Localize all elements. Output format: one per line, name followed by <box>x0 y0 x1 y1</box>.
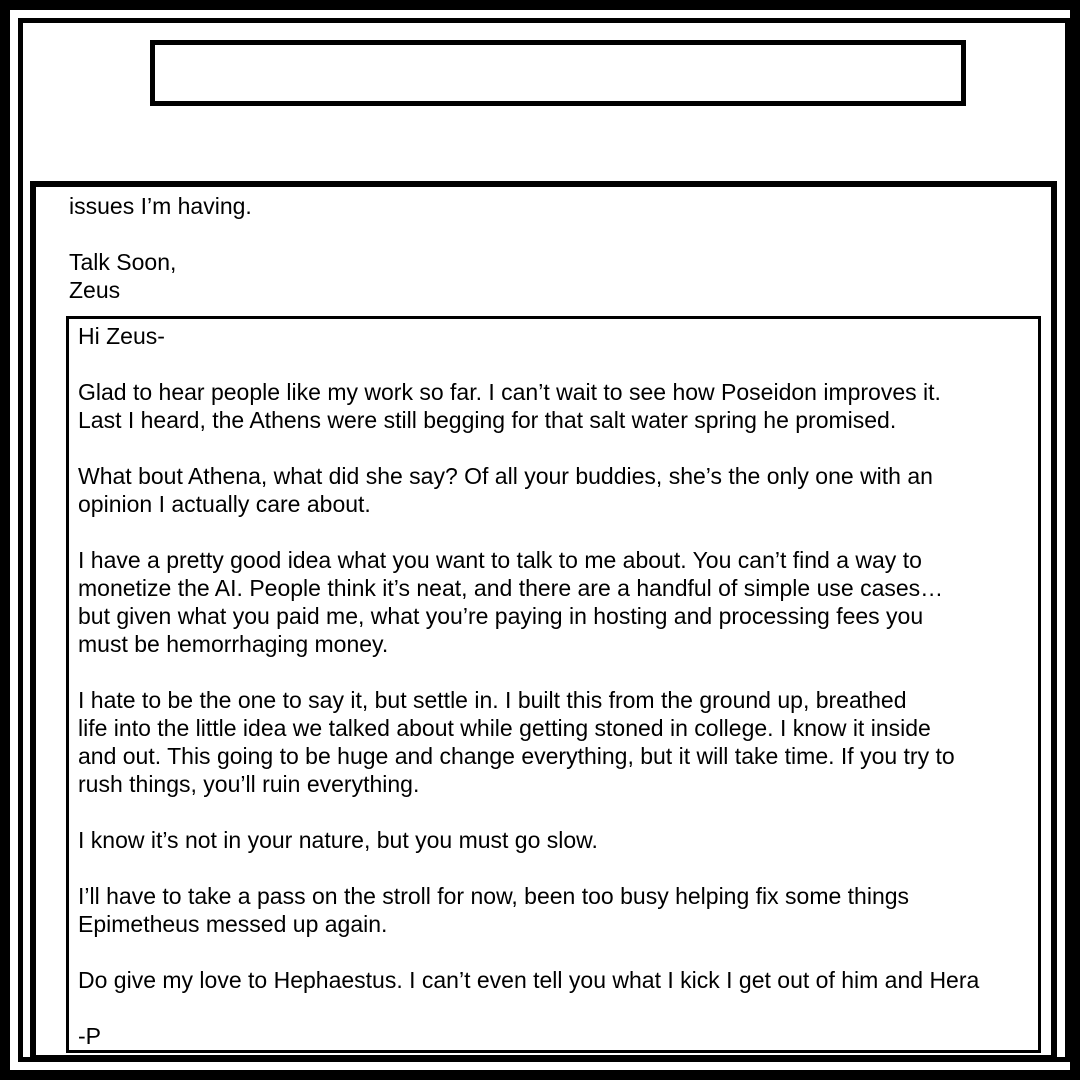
reply-line: I hate to be the one to say it, but settle in. I built this from the ground up, breathed <box>78 687 907 713</box>
reply-line: opinion I actually care about. <box>78 491 371 517</box>
reply-line: must be hemorrhaging money. <box>78 631 389 657</box>
reply-message-body <box>78 322 1041 1050</box>
reply-line: life into the little idea we talked about while getting stoned in college. I know it inside <box>78 715 931 741</box>
title-bar[interactable] <box>150 40 966 106</box>
reply-line <box>78 854 1041 882</box>
reply-line <box>78 658 1041 686</box>
reply-message-box[interactable] <box>66 316 1041 1053</box>
reply-line: monetize the AI. People think it’s neat, and there are a handful of simple use cases… <box>78 575 944 601</box>
previous-message-line: issues I’m having. <box>69 193 252 219</box>
reply-line: What bout Athena, what did she say? Of all your buddies, she’s the only one with an <box>78 463 933 489</box>
reply-line: I’ll have to take a pass on the stroll for now, been too busy helping fix some things <box>78 883 910 909</box>
reply-line <box>78 350 1041 378</box>
reply-line: rush things, you’ll ruin everything. <box>78 771 420 797</box>
reply-line <box>78 518 1041 546</box>
reply-line: Hi Zeus- <box>78 323 165 349</box>
reply-line: Glad to hear people like my work so far. I can’t wait to see how Poseidon improves it. <box>78 379 941 405</box>
reply-line <box>78 938 1041 966</box>
previous-message <box>69 192 1029 304</box>
reply-line: and out. This going to be huge and change everything, but it will take time. If you try to <box>78 743 955 769</box>
reply-line: Last I heard, the Athens were still begging for that salt water spring he promised. <box>78 407 897 433</box>
reply-line <box>78 994 1041 1022</box>
reply-line: Do give my love to Hephaestus. I can’t even tell you what I kick I get out of him and Hera <box>78 967 980 993</box>
reply-line: I know it’s not in your nature, but you must go slow. <box>78 827 598 853</box>
reply-signature: -P <box>78 1023 101 1049</box>
reply-line: but given what you paid me, what you’re paying in hosting and processing fees you <box>78 603 924 629</box>
previous-message-sender: Zeus <box>69 277 121 303</box>
reply-line <box>78 434 1041 462</box>
message-thread-panel[interactable] <box>30 181 1057 1061</box>
reply-line: Epimetheus messed up again. <box>78 911 388 937</box>
reply-line: I have a pretty good idea what you want to talk to me about. You can’t find a way to <box>78 547 922 573</box>
reply-line <box>78 798 1041 826</box>
previous-message-signoff: Talk Soon, <box>69 249 177 275</box>
